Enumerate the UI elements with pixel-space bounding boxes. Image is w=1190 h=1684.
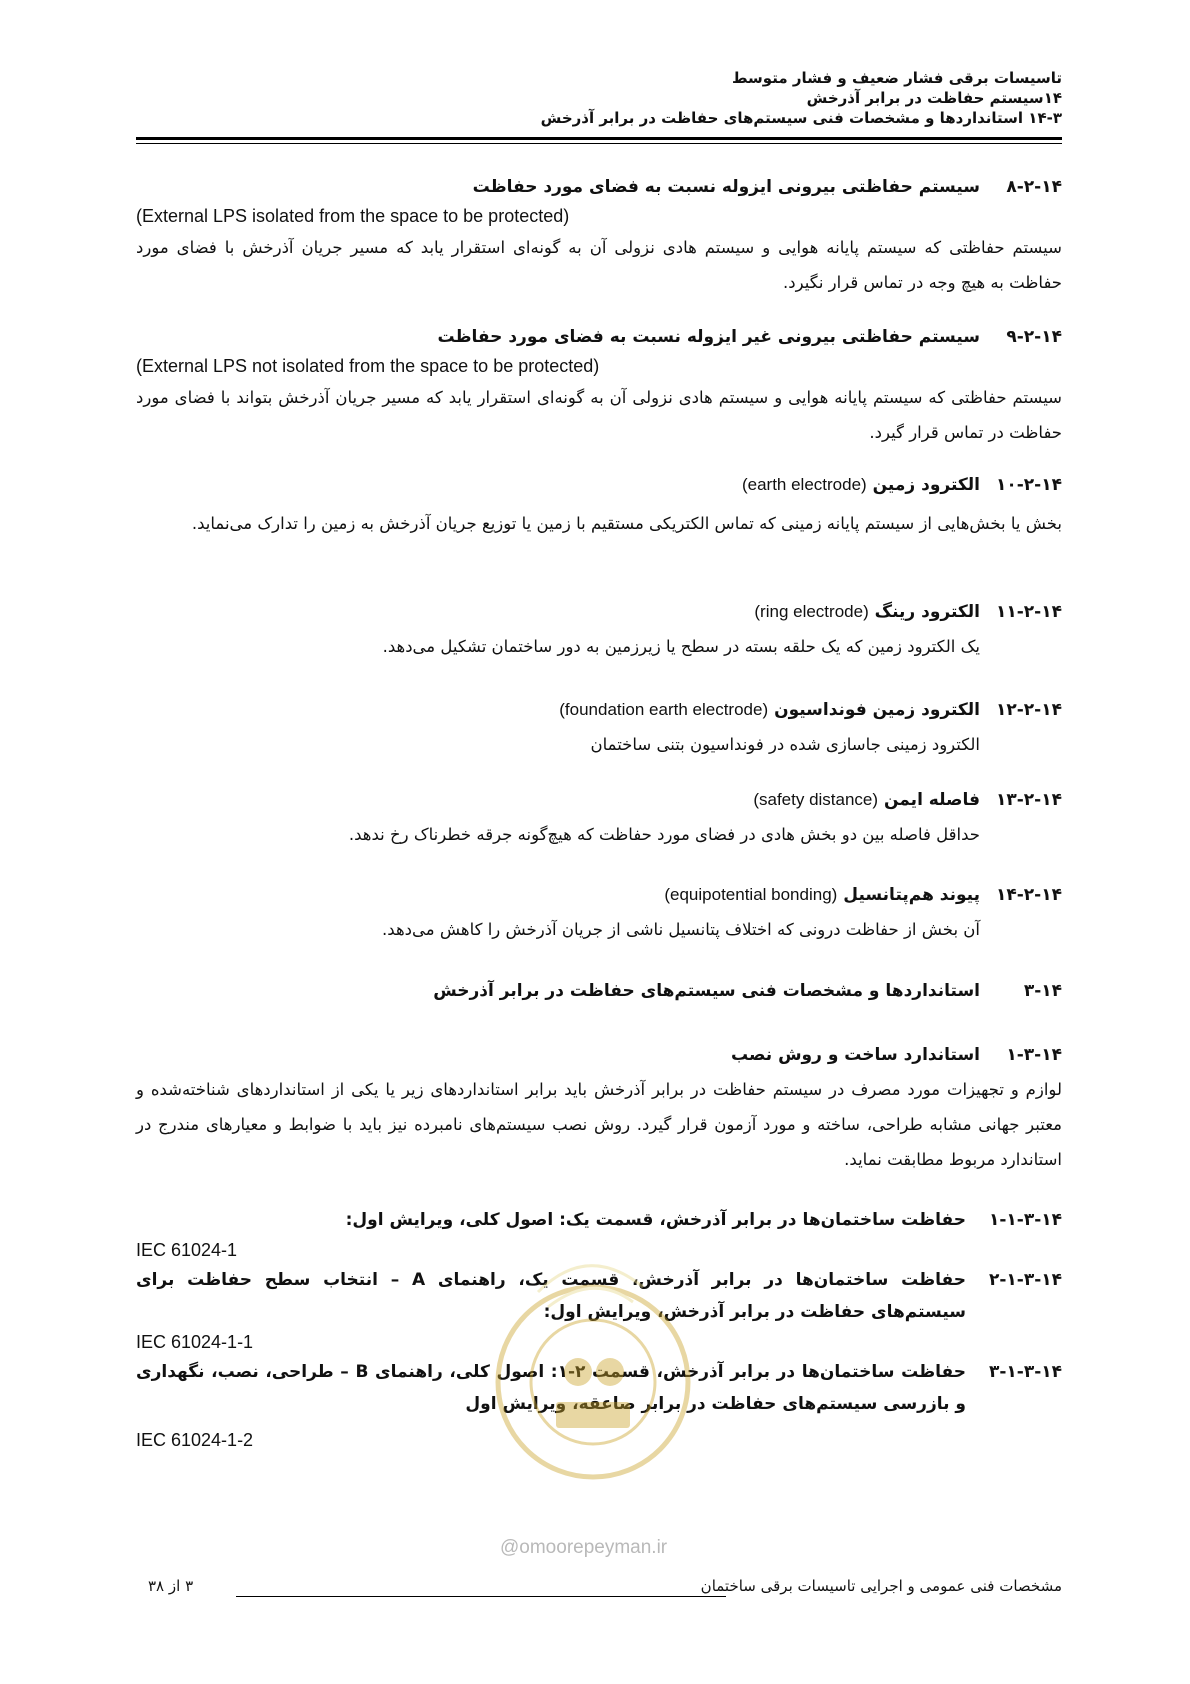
section-title-en: (equipotential bonding) <box>664 885 838 904</box>
section-title-en: (ring electrode) <box>754 602 869 621</box>
section-9-2-14 <box>136 322 1062 450</box>
section-number: ۱-۳-۱۴ <box>1006 1045 1062 1065</box>
standard-title: حفاظت ساختمان‌ها در برابر آذرخش، قسمت یک، راهنمای A – انتخاب سطح حفاظت برای سیستم‌های حفاظت در برابر آذرخش، ویرایش اول: <box>136 1270 966 1322</box>
section-body: سیستم حفاظتی که سیستم پایانه هوایی و سیستم هادی نزولی آن به گونه‌ای استقرار یابد که مسیر جریان آذرخش بتواند با فضای مورد حفاظت در تماس قرار گیرد. <box>136 388 1062 442</box>
standard-code: IEC 61024-1 <box>136 1240 238 1260</box>
section-body: آن بخش از حفاظت درونی که اختلاف پتانسیل ناشی از جریان آذرخش را کاهش می‌دهد. <box>382 920 980 939</box>
section-title <box>753 785 980 815</box>
section-number: ۱۱-۲-۱۴ <box>996 602 1062 622</box>
section-title-fa: پیوند هم‌پتانسیل <box>843 885 980 905</box>
section-title-fa: الکترود رینگ <box>874 602 980 622</box>
list-item <box>136 1356 1062 1420</box>
section-body: الکترود زمینی جاسازی شده در فونداسیون بتنی ساختمان <box>590 735 980 754</box>
section-13-2-14 <box>136 785 1062 852</box>
header-line-2: ۱۴سیستم حفاظت در برابر آذرخش <box>806 89 1062 107</box>
standards-list <box>136 1204 1062 1454</box>
section-number: ۱۲-۲-۱۴ <box>996 700 1062 720</box>
section-title-en: (foundation earth electrode) <box>559 700 769 719</box>
section-body: لوازم و تجهیزات مورد مصرف در سیستم حفاظت در برابر آذرخش باید برابر استانداردهای زیر یا یکی از استانداردهای شناخته‌شده و معتبر جهانی مشابه طراحی، ساخته و مورد آزمون قرار گیرد. روش نصب سیستم‌های نامبرده نیز باید با ضوابط و معیارهای مندرج در استاندارد مربوط مطابقت نماید. <box>136 1080 1062 1169</box>
standard-number: ۲-۱-۳-۱۴ <box>988 1270 1062 1290</box>
section-body: حداقل فاصله بین دو بخش هادی در فضای مورد حفاظت که هیچ‌گونه جرقه خطرناک رخ ندهد. <box>348 825 980 844</box>
section-title: سیستم حفاظتی بیرونی ایزوله نسبت به فضای مورد حفاظت <box>472 177 980 197</box>
section-title-en: (safety distance) <box>753 790 879 809</box>
section-3-14 <box>136 976 1062 1006</box>
section-title <box>559 695 980 725</box>
header-line-1: تاسیسات برقی فشار ضعیف و فشار متوسط <box>731 69 1062 87</box>
standard-number: ۱-۱-۳-۱۴ <box>988 1210 1062 1230</box>
section-10-2-14 <box>136 470 1062 541</box>
page-number: ۳ از ۳۸ <box>148 1577 194 1595</box>
section-body: یک الکترود زمین که یک حلقه بسته در سطح یا زیرزمین به دور ساختمان تشکیل می‌دهد. <box>382 637 980 656</box>
section-8-2-14 <box>136 172 1062 300</box>
section-number: ۸-۲-۱۴ <box>1006 177 1062 197</box>
header-rule-thin <box>136 143 1062 144</box>
section-14-2-14 <box>136 880 1062 947</box>
section-number: ۱۳-۲-۱۴ <box>996 790 1062 810</box>
section-title-fa: الکترود زمین فونداسیون <box>774 700 980 720</box>
section-title <box>664 880 980 910</box>
section-title-en: (earth electrode) <box>741 475 867 494</box>
section-title: استاندارد ساخت و روش نصب <box>731 1045 980 1065</box>
standard-code: IEC 61024-1-1 <box>136 1332 254 1352</box>
section-title-fa: فاصله ایمن <box>883 790 980 810</box>
footer-title: مشخصات فنی عمومی و اجرایی تاسیسات برقی ساختمان <box>700 1577 1062 1595</box>
section-number: ۳-۱۴ <box>1023 981 1062 1001</box>
section-title <box>754 597 980 627</box>
page-header <box>132 68 1062 128</box>
section-title-fa: الکترود زمین <box>872 475 980 495</box>
standard-code: IEC 61024-1-2 <box>136 1430 254 1450</box>
header-line-3: ۱۴-۳ استانداردها و مشخصات فنی سیستم‌های حفاظت در برابر آذرخش <box>540 109 1062 127</box>
standard-title: حفاظت ساختمان‌ها در برابر آذرخش، قسمت یک: اصول کلی، ویرایش اول: <box>345 1210 966 1230</box>
section-body: بخش یا بخش‌هایی از سیستم پایانه زمینی که تماس الکتریکی مستقیم با زمین یا توزیع جریان آذرخش به زمین را تدارک می‌نماید. <box>191 514 1062 533</box>
section-number: ۱۰-۲-۱۴ <box>996 475 1062 495</box>
section-1-3-14 <box>136 1040 1062 1177</box>
standard-title: حفاظت ساختمان‌ها در برابر آذرخش، قسمت ۲-۱: اصول کلی، راهنمای B – طراحی، نصب، نگهداری و بازرسی سیستم‌های حفاظت در برابر صاعقه، ویرایش اول <box>136 1362 966 1414</box>
section-title: استانداردها و مشخصات فنی سیستم‌های حفاظت در برابر آذرخش <box>433 981 980 1001</box>
section-number: ۱۴-۲-۱۴ <box>996 885 1062 905</box>
section-english-title: (External LPS isolated from the space to be protected) <box>136 206 570 226</box>
header-rule-thick <box>136 137 1062 140</box>
section-title <box>742 470 980 500</box>
section-title: سیستم حفاظتی بیرونی غیر ایزوله نسبت به فضای مورد حفاظت <box>437 327 980 347</box>
standard-number: ۳-۱-۳-۱۴ <box>988 1362 1062 1382</box>
section-12-2-14 <box>136 695 1062 762</box>
list-item <box>136 1204 1062 1236</box>
section-11-2-14 <box>136 597 1062 664</box>
section-english-title: (External LPS not isolated from the space to be protected) <box>136 356 600 376</box>
section-number: ۹-۲-۱۴ <box>1006 327 1062 347</box>
footer-rule <box>236 1596 726 1597</box>
section-body: سیستم حفاظتی که سیستم پایانه هوایی و سیستم هادی نزولی آن به گونه‌ای استقرار یابد که مسیر جریان آذرخش با فضای مورد حفاظت به هیچ وجه در تماس قرار نگیرد. <box>136 238 1062 292</box>
list-item <box>136 1264 1062 1328</box>
watermark-text: @omoorepeyman.ir <box>500 1537 668 1558</box>
